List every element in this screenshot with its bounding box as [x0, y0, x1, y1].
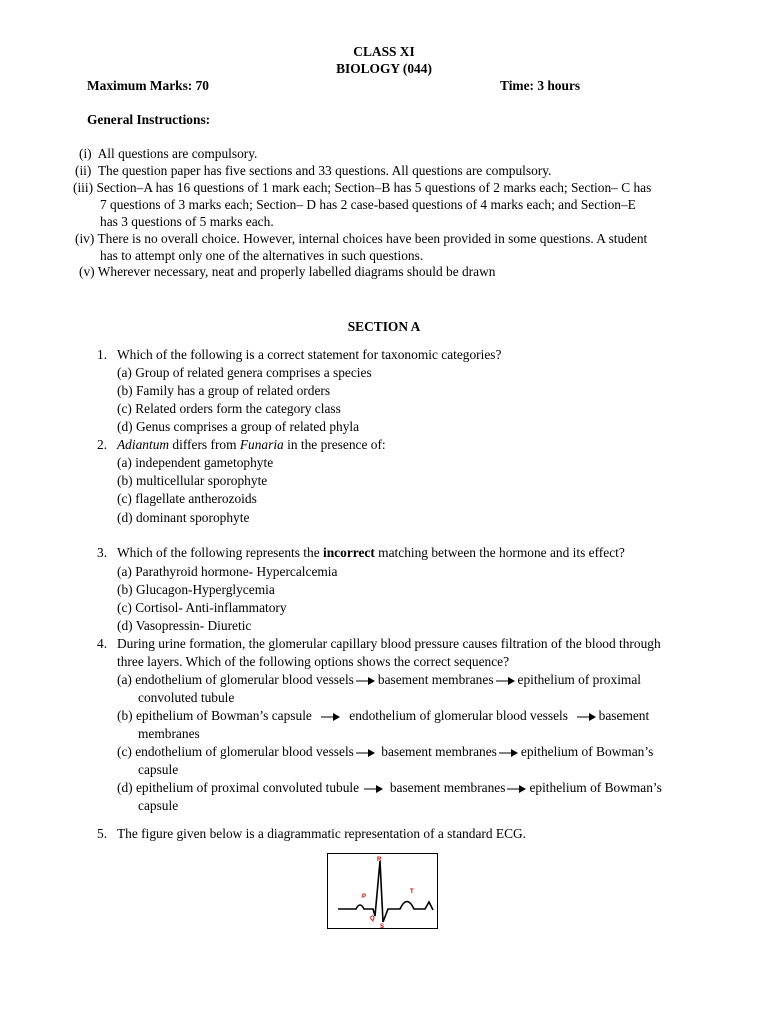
ecg-label-s: S — [380, 924, 385, 928]
option: (c) Related orders form the category class — [117, 401, 341, 416]
instruction-item-cont: 7 questions of 3 marks each; Section– D has 2 case-based questions of 4 marks each; and Section–E — [100, 197, 636, 212]
instruction-item: (iii) Section–A has 16 questions of 1 mark each; Section–B has 5 questions of 2 marks each; Section– C has — [73, 180, 652, 195]
option-cont: membranes — [138, 726, 200, 741]
ecg-label-r: R — [377, 857, 382, 863]
general-instructions-title: General Instructions: — [87, 112, 211, 127]
arrow-right-icon — [364, 784, 384, 794]
option: (c) endothelium of glomerular blood vessels basement membranes epithelium of Bowman’s — [117, 744, 654, 759]
arrow-right-icon — [356, 748, 376, 758]
ecg-diagram — [328, 854, 437, 928]
question-text: Which of the following is a correct statement for taxonomic categories? — [117, 347, 502, 362]
question-number: 4. — [97, 636, 108, 651]
option: (a) independent gametophyte — [117, 455, 274, 470]
instruction-item: (iv) There is no overall choice. However, internal choices have been provided in some questions. A student — [75, 231, 648, 246]
instruction-item: (i) All questions are compulsory. — [79, 146, 258, 161]
option: (d) epithelium of proximal convoluted tubule basement membranes epithelium of Bowman’s — [117, 780, 662, 795]
arrow-right-icon — [356, 676, 376, 686]
section-a-title: SECTION A — [347, 319, 421, 334]
ecg-label-p: P — [362, 894, 367, 900]
option: (d) Genus comprises a group of related phyla — [117, 419, 360, 434]
option: (b) multicellular sporophyte — [117, 473, 268, 488]
question-number: 5. — [97, 826, 108, 841]
option-cont: capsule — [138, 762, 179, 777]
arrow-right-icon — [507, 784, 527, 794]
ecg-figure — [327, 853, 438, 929]
max-marks: Maximum Marks: 70 — [87, 78, 209, 93]
question-text: Adiantum differs from Funaria in the presence of: — [117, 437, 386, 452]
instruction-item-cont: has 3 questions of 5 marks each. — [100, 214, 274, 229]
question-text: The figure given below is a diagrammatic representation of a standard ECG. — [117, 826, 527, 841]
arrow-right-icon — [496, 676, 516, 686]
option: (d) dominant sporophyte — [117, 510, 250, 525]
option: (a) Parathyroid hormone- Hypercalcemia — [117, 564, 338, 579]
option: (d) Vasopressin- Diuretic — [117, 618, 252, 633]
class-title: CLASS XI — [353, 44, 415, 59]
question-number: 2. — [97, 437, 108, 452]
option: (a) endothelium of glomerular blood vessels basement membranes epithelium of proximal — [117, 672, 641, 687]
option-cont: capsule — [138, 798, 179, 813]
option: (c) Cortisol- Anti-inflammatory — [117, 600, 287, 615]
option: (a) Group of related genera comprises a species — [117, 365, 372, 380]
ecg-label-t: T — [410, 889, 414, 895]
instruction-item: (ii) The question paper has five sections and 33 questions. All questions are compulsory. — [75, 163, 552, 178]
ecg-trace — [338, 861, 433, 922]
emphasis-word: incorrect — [323, 545, 375, 560]
question-number: 1. — [97, 347, 108, 362]
time-allowed: Time: 3 hours — [500, 78, 581, 93]
question-number: 3. — [97, 545, 108, 560]
instruction-item: (v) Wherever necessary, neat and properly labelled diagrams should be drawn — [79, 264, 496, 279]
option: (b) epithelium of Bowman’s capsule endothelium of glomerular blood vessels basement — [117, 708, 650, 723]
option: (b) Glucagon-Hyperglycemia — [117, 582, 275, 597]
species-name: Funaria — [239, 437, 284, 452]
species-name: Adiantum — [117, 437, 170, 452]
subject-title: BIOLOGY (044) — [336, 61, 432, 76]
question-text: Which of the following represents the incorrect matching between the hormone and its effect? — [117, 545, 625, 560]
option: (b) Family has a group of related orders — [117, 383, 331, 398]
question-text-cont: three layers. Which of the following options shows the correct sequence? — [117, 654, 510, 669]
instruction-item-cont: has to attempt only one of the alternatives in such questions. — [100, 248, 424, 263]
arrow-right-icon — [499, 748, 519, 758]
option-cont: convoluted tubule — [138, 690, 235, 705]
question-text: During urine formation, the glomerular capillary blood pressure causes filtration of the blood through — [117, 636, 661, 651]
arrow-right-icon — [321, 712, 341, 722]
arrow-right-icon — [577, 712, 597, 722]
ecg-label-q: Q — [370, 916, 375, 922]
option: (c) flagellate antherozoids — [117, 491, 257, 506]
